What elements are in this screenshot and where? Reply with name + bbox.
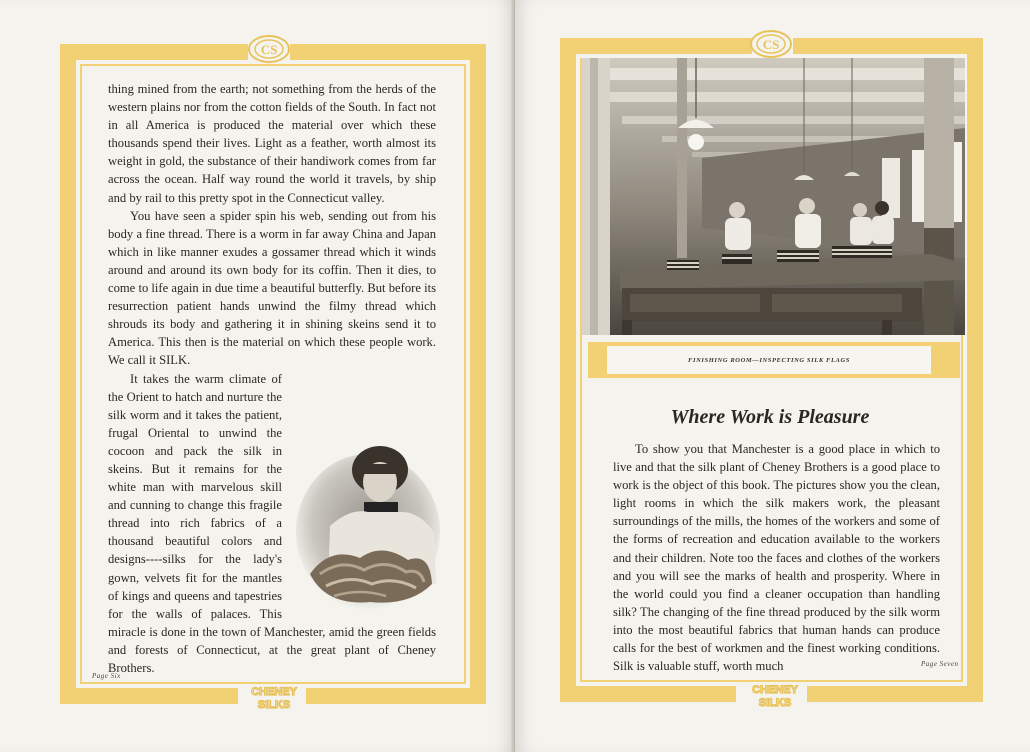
frame-right [470,44,486,704]
page-number-right: Page Seven [921,660,959,668]
photo-caption-box [605,344,933,376]
finishing-room-photo [582,58,965,335]
frame-inner-line-left [80,64,82,684]
frame-right [967,38,983,702]
svg-text:CHENEY: CHENEY [251,686,297,698]
silk-worker-photo [290,434,440,610]
frame-left [560,38,576,702]
left-body-text [108,80,436,677]
paragraph-intro: To show you that Manchester is a good place in which to live and that the silk plant of Cheney Brothers is a good place to work is the object of this book. The pictures show you the clean, light rooms in which the silk makers work, the pleasant surroundings of the mills, the homes of the workers and some of the forms of recreation and education available to the workers and their children. Note too the faces and clothes of the workers and you will see the marks of health and prosperity. Where in the world could you find a cleaner occupation than handling silk? The changing of the fine thread produced by the silk worm into the most beautiful fabrics that human hands can produce calls for the best of workmen and the finest working conditions. Silk is valuable stuff, worth much [613,442,940,674]
frame-inner-line-right [464,64,466,684]
factory-interior-graphic [582,58,965,335]
section-heading: Where Work is Pleasure [670,406,870,428]
svg-text:SILKS: SILKS [257,699,291,711]
photo-caption: FINISHING ROOM—INSPECTING SILK FLAGS [688,356,850,364]
cheney-silks-logo-graphic [228,683,320,711]
illustration-silk-worker [290,434,440,610]
cheney-silks-logo [729,681,821,709]
frame-bottom-right [807,686,983,702]
svg-text:CHENEY: CHENEY [752,684,798,696]
right-page [515,0,1030,752]
frame-top-right [793,38,983,54]
paragraph-2: You have seen a spider spin his web, sending out from his body a fine thread. There is a worm in far away China and Japan which in like manner exudes a gossamer thread which it winds around and around its own body for its coffin. Then it dies, to come to life again in due time a beautiful butterfly. But before its resurrection patient hands unwind the filmy thread which shrouds its body and gathering it in shining skeins send it to America. This then is the material on which these people work. We call it SILK. [108,208,436,368]
right-body-text [613,440,940,675]
svg-text:SILKS: SILKS [758,697,792,709]
frame-bottom-left [60,688,238,704]
svg-text:CS: CS [762,37,780,52]
frame-top-right [290,44,486,60]
paragraph-3-wrap [108,370,436,678]
frame-top-left [560,38,752,54]
page-number-left: Page Six [92,672,121,680]
frame-bottom-left [560,686,736,702]
paragraph-1: thing mined from the earth; not something from the herds of the western plains nor from the cotton fields of the South. In fact not in all America is produced the material over which these thousands spend their lives. Light as a feather, worth almost its weight in gold, the substance of their handiwork comes from far across the ocean. Half way round the world it travels, by ship and by rail to this pretty spot in the Connecticut valley. [108,82,436,205]
frame-bottom-right [306,688,486,704]
monogram-text: CS [260,42,278,57]
frame-left [60,44,76,704]
frame-top-left [60,44,248,60]
cheney-silks-logo [228,683,320,711]
cheney-silks-logo-graphic [729,681,821,709]
frame-inner-line-top [80,64,466,66]
paragraph-3: It takes the warm climate of the Orient to hatch and nurture the silk worm and it takes the patient, frugal Oriental to unwind the cocoon and pack the silk in skeins. But it remains for the white man with marvelous skill and cunning to change this fragile thread into rich fabrics of a thousand beautiful colors and designs----silks for the lady's gown, velvets fit for the mantles of kings and queens and tapestries for the walls of palaces. This miracle is done in the town of Manchester, amid the green fields and forests of Connecticut, at the great plant of Cheney Brothers. [108,371,436,675]
cs-monogram-icon [247,34,291,64]
cs-monogram-icon [749,29,793,59]
